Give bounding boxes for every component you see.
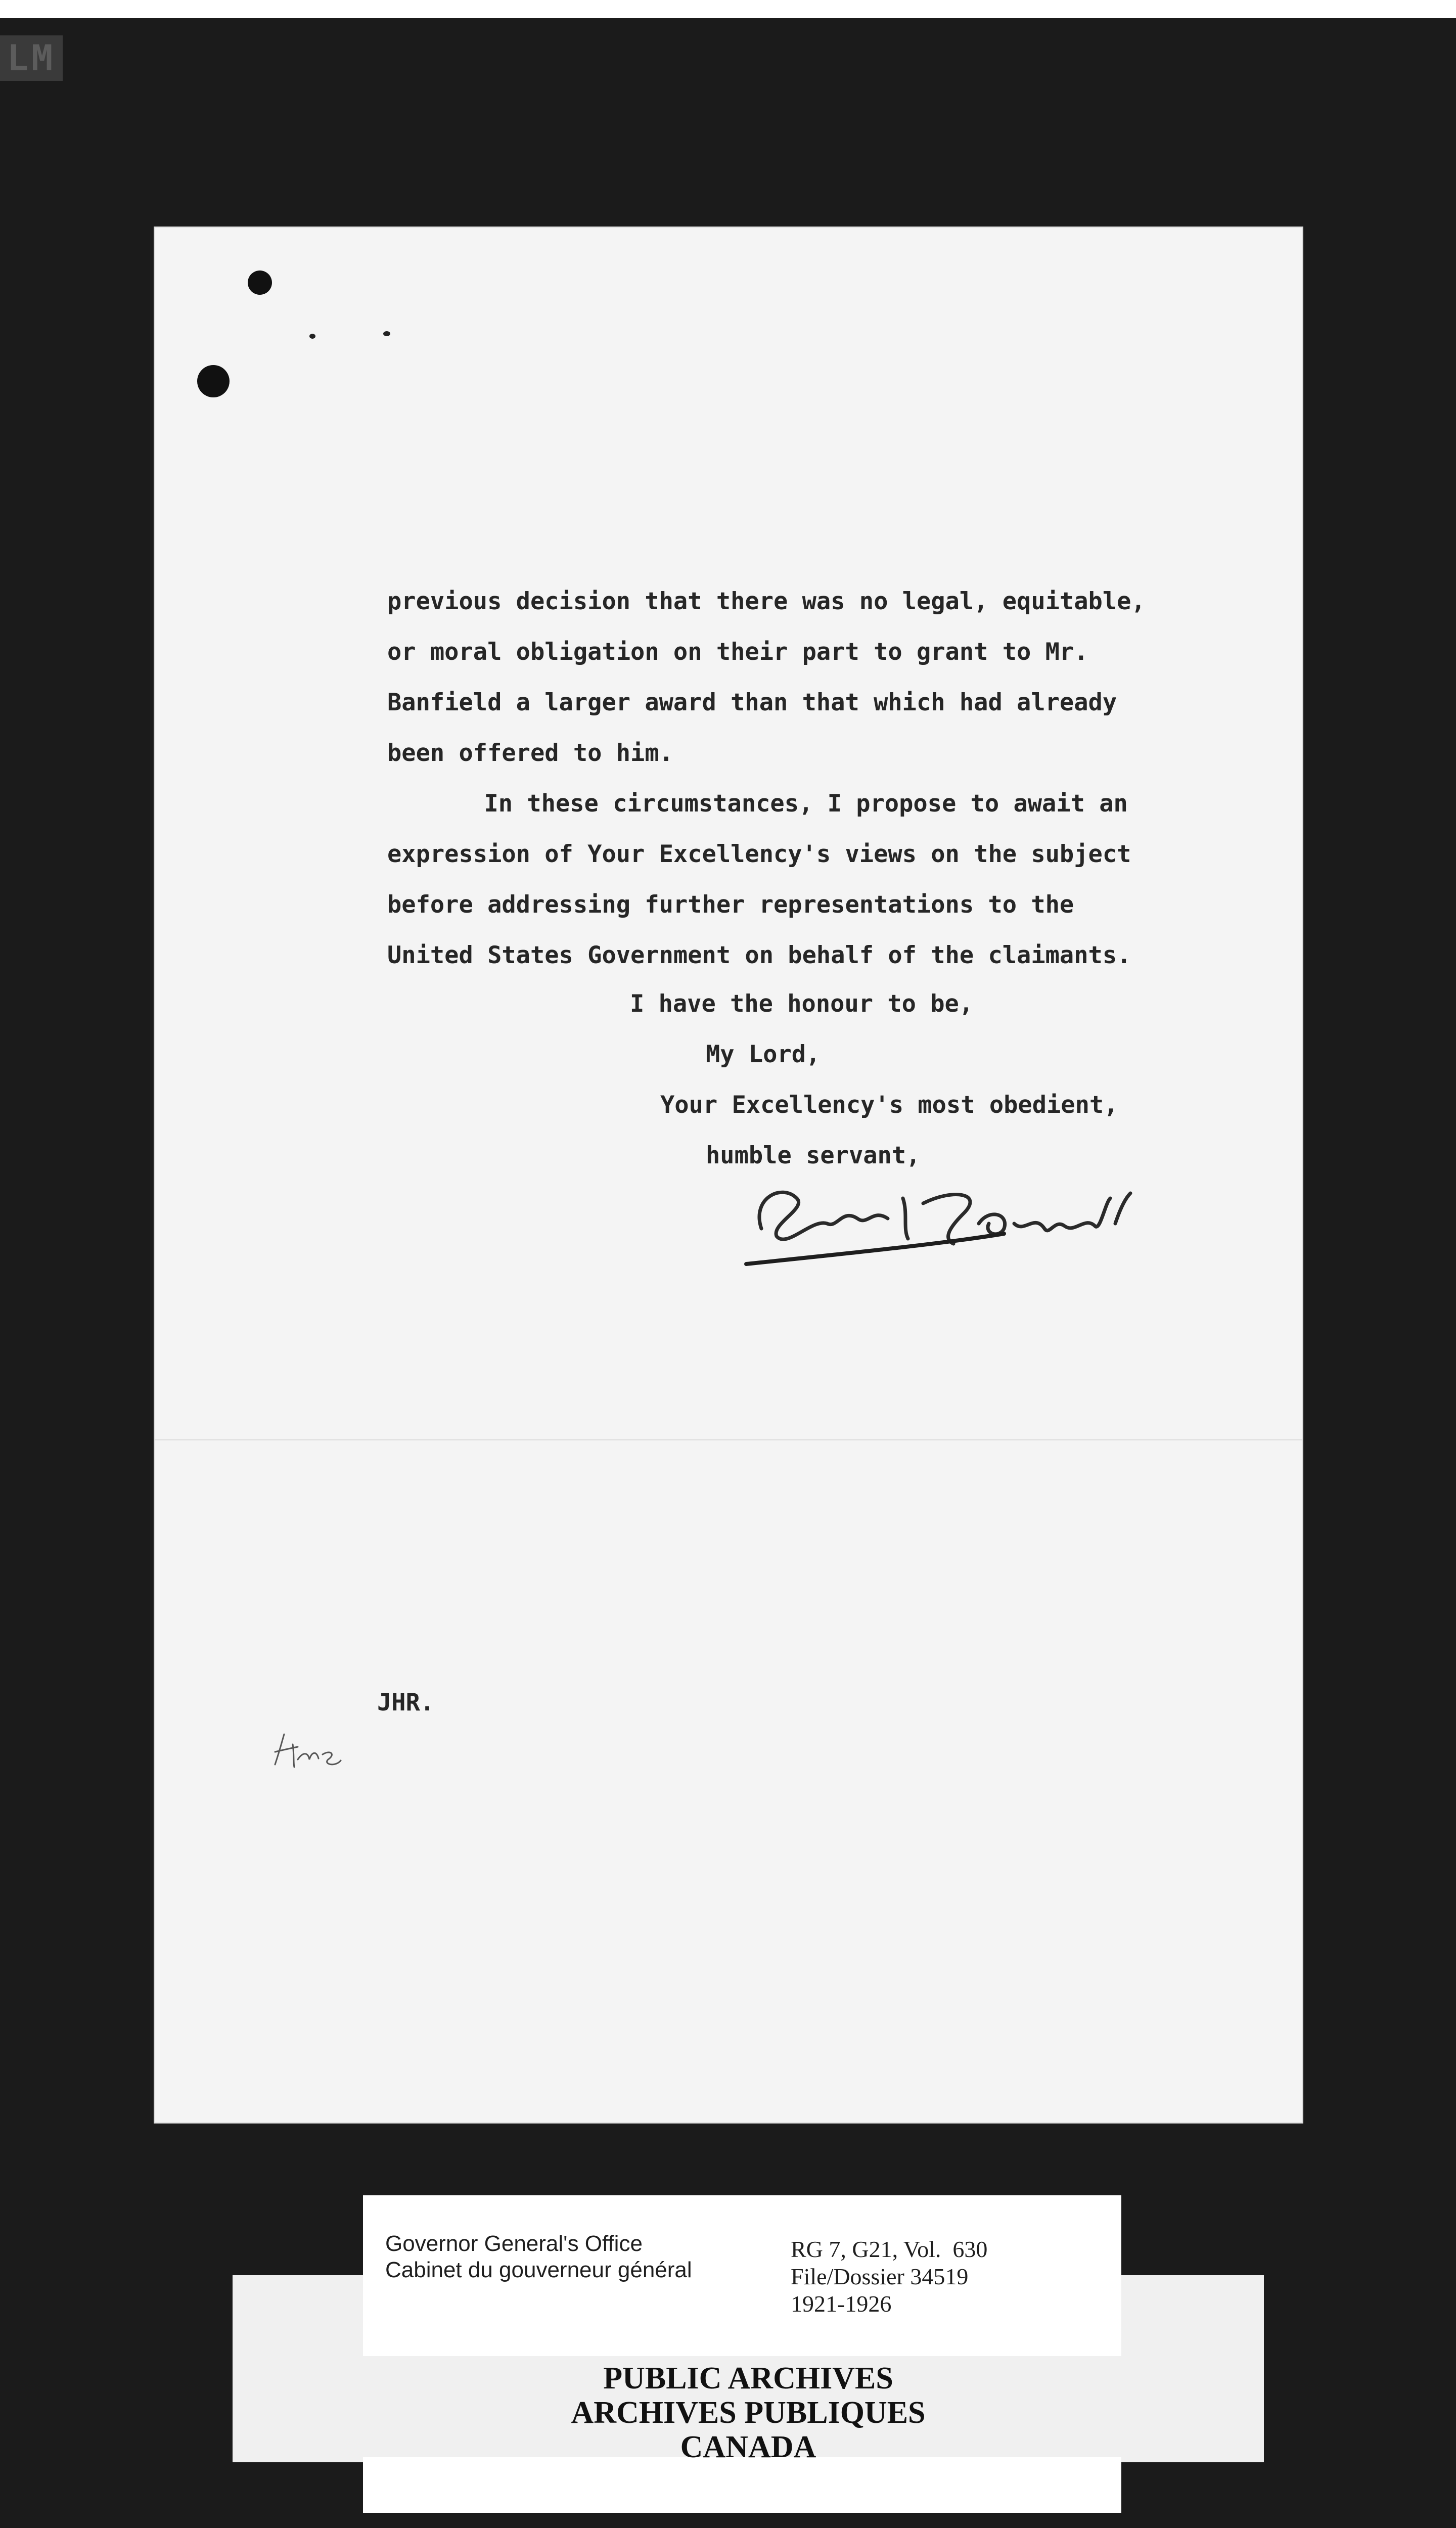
public-archives-stamp bbox=[233, 2361, 1264, 2464]
date-range: 1921-1926 bbox=[791, 2291, 892, 2317]
ink-speck bbox=[383, 331, 390, 336]
letter-line: or moral obligation on their part to grant to Mr. bbox=[387, 638, 1088, 666]
typed-initials: JHR. bbox=[377, 1689, 435, 1717]
office-french: Cabinet du gouverneur général bbox=[385, 2258, 692, 2282]
letter-body bbox=[387, 576, 1297, 981]
archives-line-country: CANADA bbox=[680, 2430, 816, 2464]
letter-line: expression of Your Excellency's views on the subject bbox=[387, 840, 1131, 868]
handwritten-initials bbox=[270, 1724, 346, 1775]
fold-line bbox=[155, 1439, 1302, 1440]
letter-line: In these circumstances, I propose to await an bbox=[413, 790, 1128, 818]
office-english: Governor General's Office bbox=[385, 2231, 643, 2256]
archive-reference-card bbox=[363, 2195, 1121, 2356]
record-group-reference: RG 7, G21, Vol. 630 bbox=[791, 2236, 988, 2262]
letter-line: before addressing further representations to the bbox=[387, 891, 1074, 919]
punch-hole-top bbox=[248, 270, 272, 295]
signature bbox=[741, 1168, 1146, 1269]
closing-line-4: humble servant, bbox=[706, 1142, 921, 1169]
file-dossier-number: File/Dossier 34519 bbox=[791, 2264, 969, 2289]
frame-top-edge bbox=[0, 0, 1456, 18]
frame-label: LM bbox=[0, 35, 63, 81]
closing-line-3: Your Excellency's most obedient, bbox=[660, 1091, 1118, 1119]
archives-line-french: ARCHIVES PUBLIQUES bbox=[571, 2396, 926, 2430]
letter-page bbox=[155, 228, 1302, 2123]
ink-speck bbox=[309, 334, 315, 339]
letter-line: been offered to him. bbox=[387, 739, 673, 767]
letter-line: United States Government on behalf of the claimants. bbox=[387, 941, 1131, 969]
letter-line: Banfield a larger award than that which had already bbox=[387, 689, 1117, 716]
archive-card-bottom-strip bbox=[363, 2457, 1121, 2513]
letter-line: previous decision that there was no legal, equitable, bbox=[387, 588, 1146, 615]
closing-line-1: I have the honour to be, bbox=[630, 990, 974, 1018]
closing-line-2: My Lord, bbox=[706, 1041, 821, 1068]
archives-line-english: PUBLIC ARCHIVES bbox=[603, 2361, 893, 2396]
punch-hole-bottom bbox=[197, 365, 230, 397]
